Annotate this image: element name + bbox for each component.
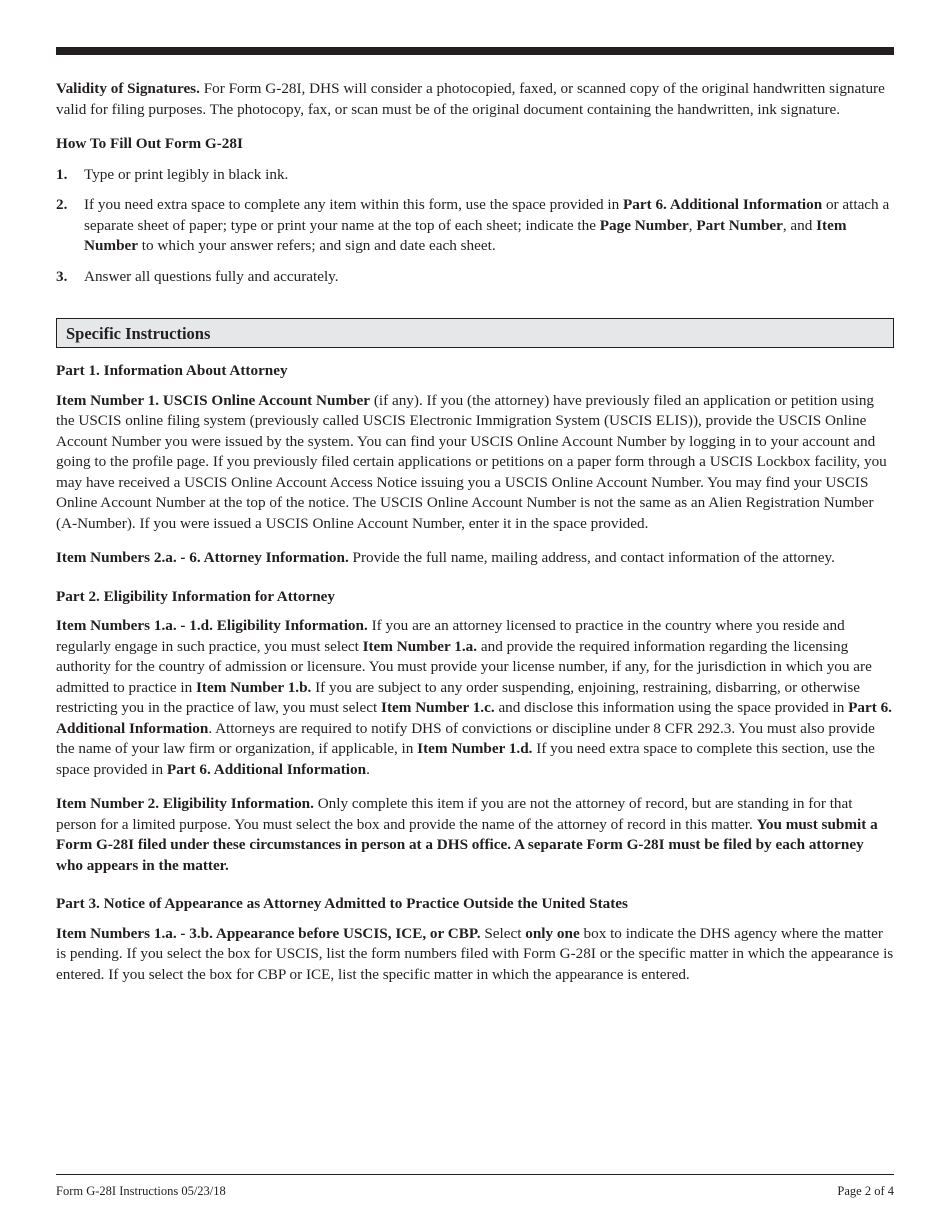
footer-form-id: Form G-28I Instructions 05/23/18	[56, 1184, 226, 1198]
validity-label: Validity of Signatures.	[56, 80, 200, 97]
step-bold: Part Number	[696, 216, 783, 234]
validity-text: For Form G-28I, DHS will consider a photocopied, faxed, or scanned copy of the original handwritten signature valid for filing purposes. The photocopy, fax, or scan must be of the original document containing the handwritten, ink signature.	[56, 80, 885, 118]
part2-item2	[56, 794, 894, 876]
item-label: Item Number 2. Eligibility Information.	[56, 795, 314, 812]
item-bold: Item Number 1.c.	[381, 699, 495, 716]
item-text: box to indicate the DHS agency where the matter is pending. If you select the box for USCIS, list the form numbers filed with Form G-28I or the specific matter in which the appearance is entered. If you select the box for CBP or ICE, list the specific matter in which the appearance is entered.	[56, 924, 894, 983]
item-bold: Item Number 1.d.	[417, 740, 533, 757]
header-rule	[56, 47, 894, 55]
item-bold: Part 6. Additional Information	[56, 699, 892, 737]
footer-page-number: Page 2 of 4	[837, 1184, 894, 1198]
item-label: Item Numbers 1.a. - 3.b. Appearance before USCIS, ICE, or CBP.	[56, 924, 481, 942]
part3-heading: Part 3. Notice of Appearance as Attorney Admitted to Practice Outside the United States	[56, 895, 628, 912]
item-text: Select	[480, 924, 526, 942]
item-text: If you are an attorney licensed to practice in the country where you reside and regularly engage in such practice, you must select	[56, 617, 845, 655]
step-text: ,	[688, 216, 697, 234]
item-bold: You must submit a Form G-28I filed under these circumstances in person at a DHS office. A separate Form G-28I must be filed by each attorney who appears in the matter.	[56, 815, 878, 874]
item-label: Item Numbers 1.a. - 1.d. Eligibility Information.	[56, 617, 368, 634]
step-text: or attach a separate sheet of paper; type or print your name at the top of each sheet; indicate the	[84, 196, 890, 234]
step-number: 1.	[56, 165, 68, 183]
item-text: and disclose this information using the space provided in	[494, 699, 849, 716]
item-label: Item Numbers 2.a. - 6. Attorney Information.	[56, 549, 349, 566]
step-text: Type or print legibly in black ink.	[84, 165, 289, 183]
page-content	[56, 79, 894, 999]
step-1	[56, 165, 894, 186]
item-text: If you are subject to any order suspending, enjoining, restraining, disbarring, or otherwise restricting you in the practice of law, you must select	[56, 678, 861, 716]
item-text: and provide the required information regarding the licensing authority for the country of admission or licensure. You must provide your license number, if any, for the jurisdiction in which you are admitted to practice in	[56, 637, 872, 696]
item-text: . Attorneys are required to notify DHS of convictions or discipline under 8 CFR 292.3. You must also provide the name of your law firm or organization, if applicable, in	[56, 719, 875, 757]
item-text: Provide the full name, mailing address, and contact information of the attorney.	[348, 549, 835, 566]
how-to-heading: How To Fill Out Form G-28I	[56, 135, 243, 152]
validity-paragraph	[56, 79, 894, 120]
item-bold: only one	[525, 924, 580, 942]
part1-item1	[56, 391, 894, 535]
part1-heading: Part 1. Information About Attorney	[56, 362, 288, 379]
step-text: , and	[782, 216, 817, 234]
part3-item1	[56, 924, 894, 986]
step-bold: Page Number	[599, 216, 689, 234]
part2-heading: Part 2. Eligibility Information for Attorney	[56, 587, 335, 605]
step-text: If you need extra space to complete any item within this form, use the space provided in	[84, 196, 623, 213]
how-to-steps	[56, 165, 894, 288]
item-text: If you need extra space to complete this section, use the space provided in	[56, 740, 875, 778]
item-bold: Item Number 1.b.	[196, 678, 312, 696]
step-number: 3.	[56, 267, 68, 285]
step-number: 2.	[56, 196, 68, 213]
part2-item1	[56, 616, 894, 780]
step-3	[56, 267, 894, 288]
item-text: Only complete this item if you are not the attorney of record, but are standing in for that person for a limited purpose. You must select the box and provide the name of the attorney of record in this matter.	[56, 795, 853, 833]
step-bold: Item Number	[84, 216, 847, 254]
item-bold: Part 6. Additional Information	[166, 760, 367, 778]
step-bold: Part 6. Additional Information	[623, 196, 823, 213]
specific-instructions-header: Specific Instructions	[56, 318, 894, 348]
footer-rule	[56, 1174, 894, 1175]
item-bold: Item Number 1.a.	[362, 637, 478, 655]
item-text: .	[366, 760, 370, 778]
step-text: to which your answer refers; and sign and date each sheet.	[138, 237, 496, 254]
step-text: Answer all questions fully and accurately.	[84, 267, 339, 285]
step-2	[56, 195, 894, 257]
part1-item2	[56, 548, 894, 569]
item-label: Item Number 1. USCIS Online Account Number	[56, 391, 371, 409]
item-text: (if any). If you (the attorney) have previously filed an application or petition using the USCIS online filing system (previously called USCIS Electronic Immigration System (USCIS ELIS)), provide the USCIS Online Account Number you were issued by the system. You can find your USCIS Online Account Number by logging in to your account and going to the profile page. If you previously filed certain applications or petitions on a paper form through a USCIS Lockbox facility, you may have received a USCIS Online Account Access Notice issuing you a USCIS Online Account Number. You may find your USCIS Online Account Number at the top of the notice. The USCIS Online Account Number is not the same as an Alien Registration Number (A-Number). If you were issued a USCIS Online Account Number, enter it in the space provided.	[56, 391, 887, 532]
